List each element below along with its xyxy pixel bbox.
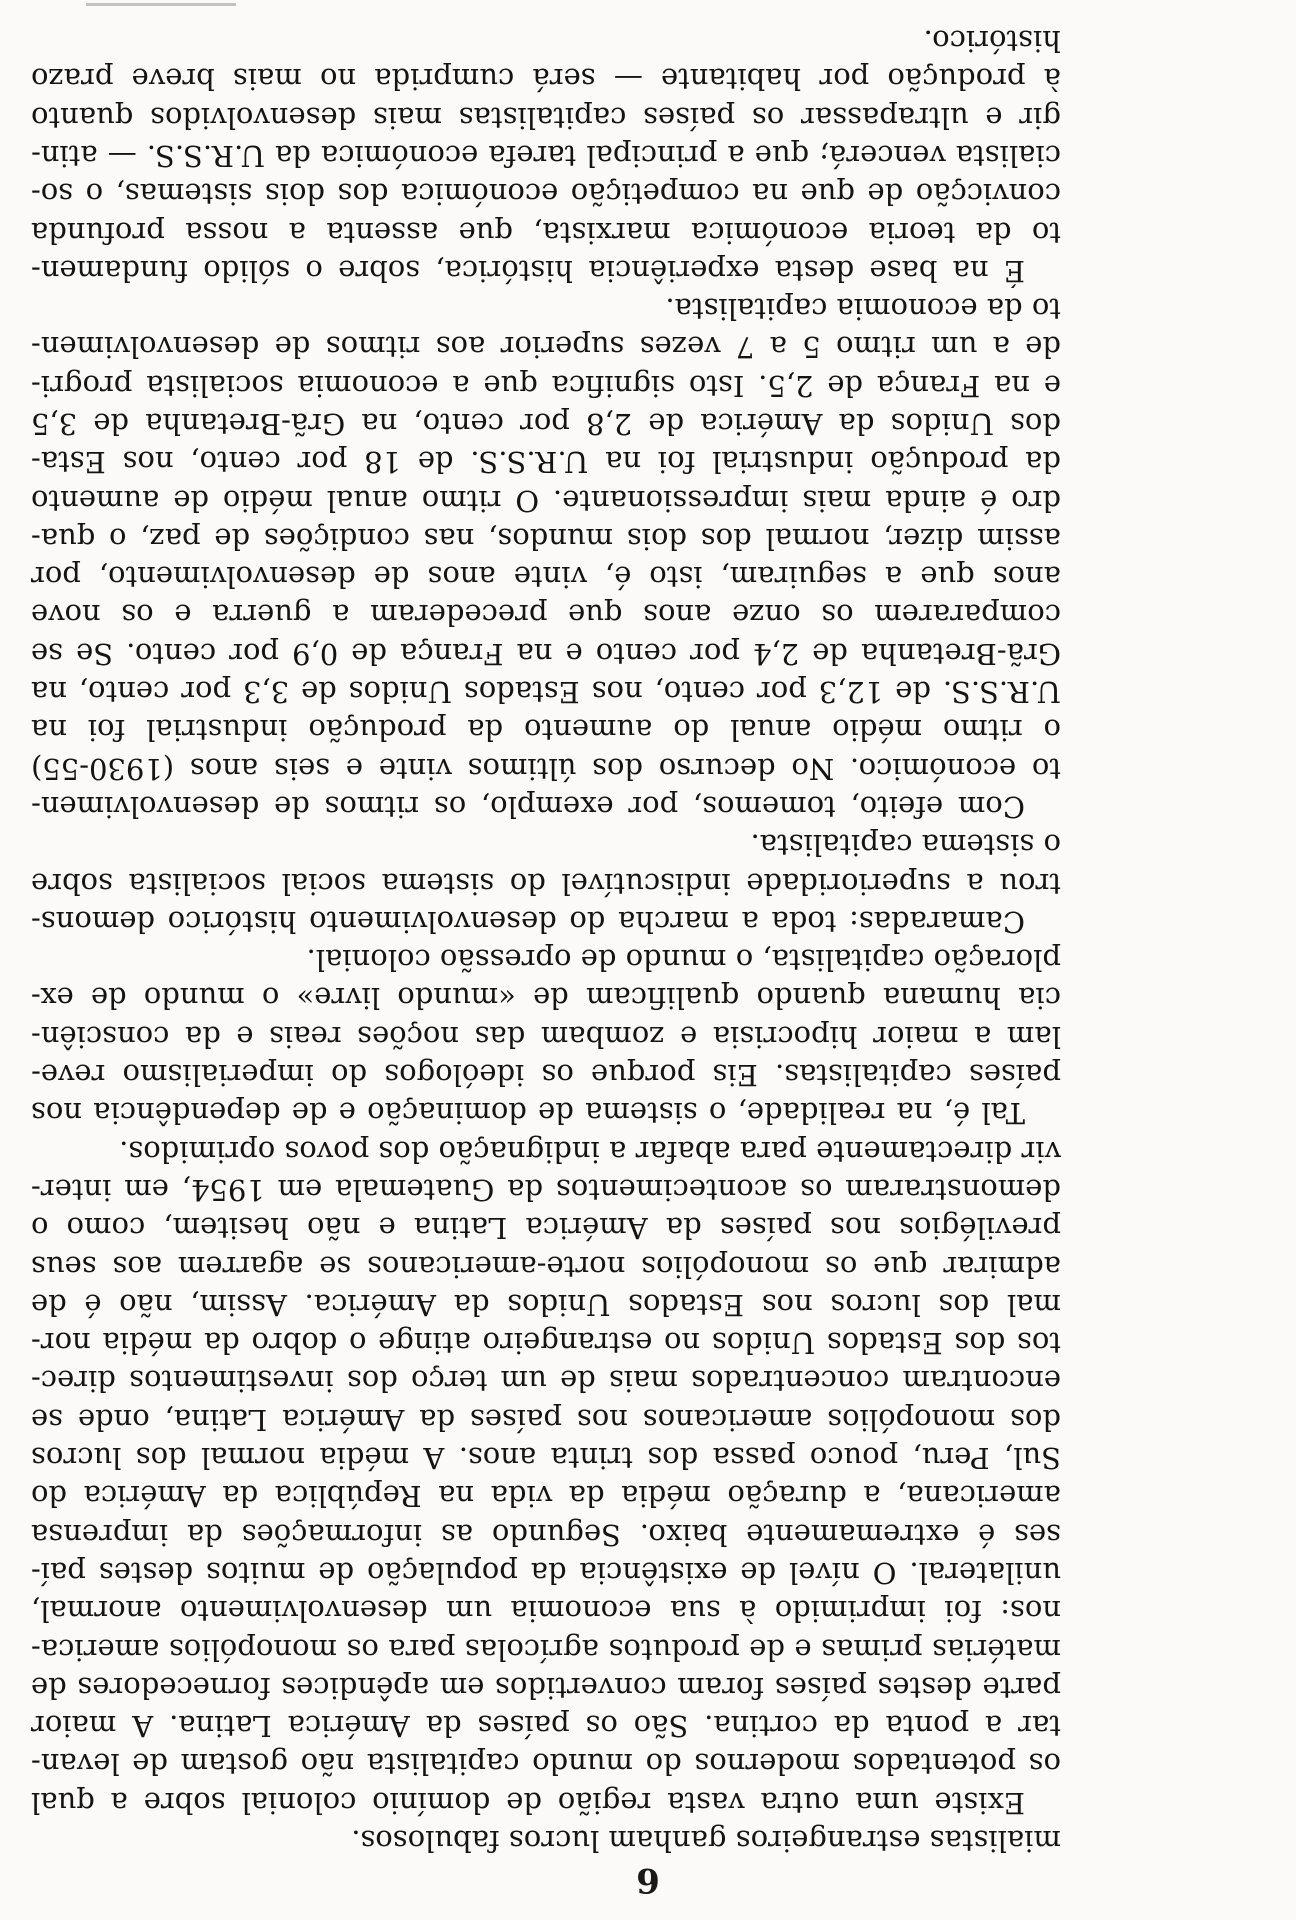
text-line: dro é ainda mais impressionante. O ritmo anual médio de aumento	[31, 483, 1061, 518]
text-line: assim dizer, normal dos dois mundos, nas condições de paz, o qua-	[31, 521, 1061, 556]
text-line: Tal é, na realidade, o sistema de dominação e de dependência nos	[31, 1096, 1025, 1131]
text-line: histórico.	[923, 24, 1061, 59]
text-line: americana, a duração média da vida na República da América do	[31, 1479, 1061, 1514]
text-line: dos Unidos da América de 2,8 por cento, na Grã-Bretanha de 3,5	[31, 407, 1061, 442]
text-line: o sistema capitalista.	[750, 828, 1061, 863]
text-line: ses é extremamente baixo. Segundo as informações da imprensa	[31, 1517, 1061, 1552]
text-line: parte destes países foram convertidos em apêndices fornecedores de	[31, 1670, 1061, 1705]
text-line: de a um ritmo 5 a 7 vezes superior aos ritmos de desenvolvimen-	[31, 330, 1061, 365]
text-line: lam a maior hipocrisia e zombam das noções reais e da consciên-	[31, 1019, 1061, 1054]
text-line: unilateral. O nível de existência da população de muitos destes paí-	[31, 1555, 1061, 1590]
text-line: gir e ultrapassar os países capitalistas mais desenvolvidos quanto	[31, 100, 1061, 135]
text-line: to da economia capitalista.	[665, 292, 1061, 327]
text-line: to económico. No decurso dos últimos vinte e seis anos (1930-55)	[31, 751, 1061, 786]
text-line: admirar que os monopólios norte-americanos se agarrem aos seus	[31, 1249, 1061, 1284]
text-line: Existe uma outra vasta região de domínio colonial sobre a qual	[31, 1785, 1025, 1820]
text-line: o ritmo médio anual do aumento da produção industrial foi na	[31, 713, 1061, 748]
text-line: vir directamente para abafar a indignação dos povos oprimidos.	[119, 1134, 1061, 1169]
text-line: os potentados modernos do mundo capitalista não gostam de levan-	[31, 1747, 1061, 1782]
text-line: países capitalistas. Eis porque os ideólogos do imperialismo reve-	[31, 1058, 1061, 1093]
text-line: tos dos Estados Unidos no estrangeiro atinge o dobro da média nor-	[31, 1326, 1061, 1361]
text-line: mialistas estrangeiros ganham lucros fabulosos.	[351, 1824, 1061, 1858]
text-line: dos monopólios americanos nos países da América Latina, onde se	[31, 1402, 1061, 1437]
body-text	[31, 22, 1061, 1860]
text-line: cia humana quando qualificam de «mundo livre» o mundo de ex-	[31, 981, 1061, 1016]
text-line: nos: foi imprimido à sua economia um desenvolvimento anormal,	[31, 1594, 1061, 1629]
text-line: convicção de que na competição económica dos dois sistemas, o so-	[31, 177, 1061, 212]
text-line: da produção industrial foi na U.R.S.S. de 18 por cento, nos Esta-	[31, 445, 1061, 480]
text-line: Camaradas: toda a marcha do desenvolvimento histórico demons-	[31, 904, 1025, 939]
scan-edge-mark	[86, 3, 236, 6]
text-line: previlégios nos países da América Latina e não hesitem, como o	[31, 1211, 1061, 1246]
text-line: ploração capitalista, o mundo de opressão colonial.	[306, 943, 1061, 978]
text-line: É na base desta experiência histórica, sobre o sólido fundamen-	[31, 253, 1025, 288]
text-line: U.R.S.S. de 12,3 por cento, nos Estados Unidos de 3,3 por cento, na	[31, 675, 1061, 710]
text-line: to da teoria económica marxista, que assenta a nossa profunda	[31, 215, 1061, 250]
text-line: Com efeito, tomemos, por exemplo, os ritmos de desenvolvimen-	[31, 789, 1025, 824]
text-line: Sul, Peru, pouco passa dos trinta anos. A média normal dos lucros	[31, 1441, 1061, 1476]
text-line: cialista vencerá; que a principal tarefa económica da U.R.S.S. — atin-	[31, 138, 1061, 173]
text-line: demonstraram os acontecimentos da Guatemala em 1954, em inter-	[31, 1172, 1061, 1207]
text-line: Grã-Bretanha de 2,4 por cento e na França de 0,9 por cento. Se se	[31, 636, 1061, 671]
text-line: à produção por habitante — será cumprida no mais breve prazo	[31, 62, 1061, 97]
text-line: matérias primas e de produtos agrícolas para os monopólios america-	[31, 1632, 1061, 1667]
text-line: compararem os onze anos que precederam a guerra e os nove	[31, 598, 1061, 633]
page-number: 6	[636, 1860, 660, 1900]
text-line: anos que a seguiram, isto é, vinte anos de desenvolvimento, por	[31, 560, 1061, 595]
text-line: e na França de 2,5. Isto significa que a economia socialista progri-	[31, 368, 1061, 403]
text-line: mal dos lucros nos Estados Unidos da América. Assim, não é de	[31, 1287, 1061, 1322]
text-line: trou a superioridade indiscutível do sistema social socialista sobre	[31, 866, 1061, 901]
text-line: tar a ponta da cortina. São os países da América Latina. A maior	[31, 1709, 1061, 1744]
text-line: encontram concentrados mais de um terço dos investimentos direc-	[31, 1364, 1061, 1399]
